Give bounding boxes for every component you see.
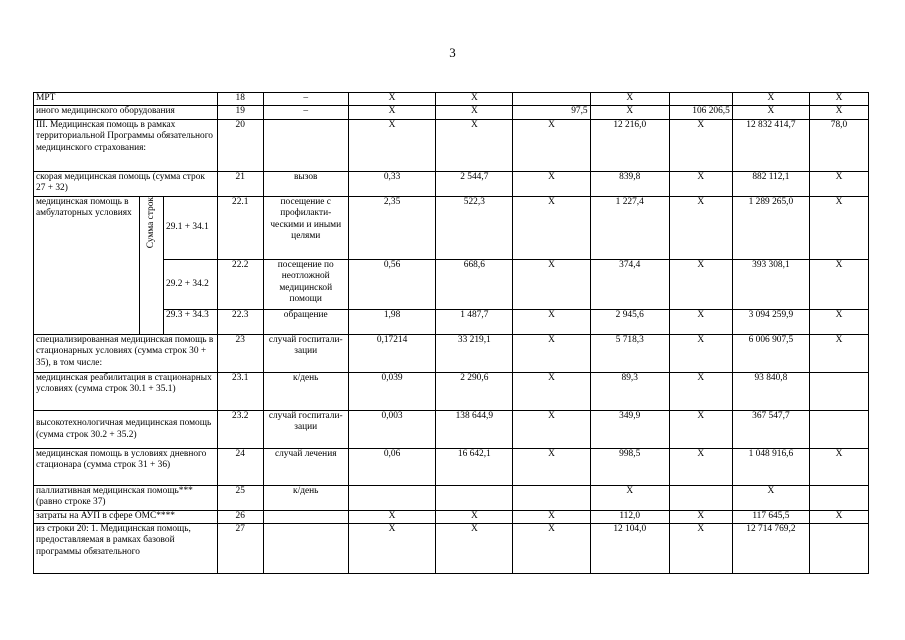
table-row bbox=[34, 411, 869, 449]
row-name: паллиативная медицинская помощь*** (равно строке 37) bbox=[34, 486, 218, 511]
cell-cost-norm: 2 290,6 bbox=[436, 373, 513, 411]
row-number: 20 bbox=[217, 120, 263, 172]
row-number: 21 bbox=[217, 172, 263, 197]
cell-budget-total: X bbox=[669, 449, 732, 486]
row-name: затраты на АУП в сфере ОМС**** bbox=[34, 511, 218, 524]
cell-percent: X bbox=[809, 172, 868, 197]
cell-percent: X bbox=[809, 260, 868, 310]
cell-cost-norm bbox=[436, 486, 513, 511]
row-unit: случай госпитали-зации bbox=[263, 335, 348, 373]
row-sub-sum: 29.1 + 34.1 bbox=[164, 197, 218, 260]
row-unit bbox=[263, 120, 348, 172]
cell-budget-per-capita: X bbox=[513, 524, 590, 574]
row-number: 23.1 bbox=[217, 373, 263, 411]
row-number: 18 bbox=[217, 93, 263, 106]
cell-oms-total: 3 094 259,9 bbox=[732, 310, 809, 335]
table-row bbox=[34, 486, 869, 511]
cell-budget-total: X bbox=[669, 335, 732, 373]
row-number: 22.1 bbox=[217, 197, 263, 260]
cell-cost-norm: 522,3 bbox=[436, 197, 513, 260]
row-unit bbox=[263, 511, 348, 524]
cell-volume-norm: 0,003 bbox=[348, 411, 435, 449]
page-number: 3 bbox=[449, 45, 456, 60]
cell-budget-total bbox=[669, 486, 732, 511]
table-row bbox=[34, 120, 869, 172]
cell-percent: X bbox=[809, 93, 868, 106]
cell-oms-per-capita: X bbox=[590, 106, 669, 120]
cell-budget-total: X bbox=[669, 260, 732, 310]
table-row bbox=[34, 449, 869, 486]
group-label-text: Сумма строк bbox=[145, 197, 156, 249]
row-number: 23 bbox=[217, 335, 263, 373]
cell-percent bbox=[809, 373, 868, 411]
cell-percent bbox=[809, 524, 868, 574]
table-row bbox=[34, 524, 869, 574]
cell-budget-total: X bbox=[669, 373, 732, 411]
cell-cost-norm: 668,6 bbox=[436, 260, 513, 310]
cell-oms-per-capita: 12 104,0 bbox=[590, 524, 669, 574]
cell-cost-norm: X bbox=[436, 511, 513, 524]
row-number: 22.2 bbox=[217, 260, 263, 310]
row-name: специализированная медицинская помощь в стационарных условиях (сумма строк 30 + 35), в том числе: bbox=[34, 335, 218, 373]
cell-oms-per-capita: 839,8 bbox=[590, 172, 669, 197]
cell-volume-norm: X bbox=[348, 93, 435, 106]
cell-percent: X bbox=[809, 106, 868, 120]
cell-oms-total: X bbox=[732, 486, 809, 511]
row-name: медицинская помощь в амбулаторных условиях bbox=[34, 197, 140, 335]
row-unit: к/день bbox=[263, 486, 348, 511]
cell-oms-total: 6 006 907,5 bbox=[732, 335, 809, 373]
cell-oms-per-capita: 12 216,0 bbox=[590, 120, 669, 172]
cell-budget-total: X bbox=[669, 172, 732, 197]
cell-percent: X bbox=[809, 197, 868, 260]
cell-budget-total: X bbox=[669, 524, 732, 574]
cell-percent: X bbox=[809, 310, 868, 335]
cell-oms-total: 367 547,7 bbox=[732, 411, 809, 449]
cell-percent: X bbox=[809, 449, 868, 486]
row-unit bbox=[263, 524, 348, 574]
cell-oms-per-capita: X bbox=[590, 93, 669, 106]
cell-budget-total: X bbox=[669, 197, 732, 260]
cell-volume-norm: 0,56 bbox=[348, 260, 435, 310]
cell-budget-per-capita: X bbox=[513, 120, 590, 172]
cell-cost-norm: 138 644,9 bbox=[436, 411, 513, 449]
row-unit: случай госпитали-зации bbox=[263, 411, 348, 449]
cell-budget-per-capita bbox=[513, 93, 590, 106]
cell-budget-total bbox=[669, 93, 732, 106]
cell-oms-total: X bbox=[732, 106, 809, 120]
row-number: 22.3 bbox=[217, 310, 263, 335]
table-row bbox=[34, 106, 869, 120]
cell-budget-total: 106 206,5 bbox=[669, 106, 732, 120]
cell-budget-per-capita: X bbox=[513, 260, 590, 310]
cell-volume-norm: 0,17214 bbox=[348, 335, 435, 373]
cell-volume-norm: 0,039 bbox=[348, 373, 435, 411]
row-unit: – bbox=[263, 106, 348, 120]
cell-oms-per-capita: 5 718,3 bbox=[590, 335, 669, 373]
row-unit: обращение bbox=[263, 310, 348, 335]
cell-budget-per-capita: X bbox=[513, 511, 590, 524]
cell-cost-norm: 1 487,7 bbox=[436, 310, 513, 335]
row-unit: посещение по неотложной медицинской помощи bbox=[263, 260, 348, 310]
cell-oms-per-capita: 374,4 bbox=[590, 260, 669, 310]
row-name: МРТ bbox=[34, 93, 218, 106]
table-row bbox=[34, 373, 869, 411]
cell-oms-per-capita: 2 945,6 bbox=[590, 310, 669, 335]
table-row bbox=[34, 172, 869, 197]
cell-oms-per-capita: 89,3 bbox=[590, 373, 669, 411]
cell-volume-norm: 0,33 bbox=[348, 172, 435, 197]
cell-percent bbox=[809, 411, 868, 449]
cell-volume-norm: 2,35 bbox=[348, 197, 435, 260]
row-number: 19 bbox=[217, 106, 263, 120]
cell-budget-per-capita: 97,5 bbox=[513, 106, 590, 120]
cell-cost-norm: 2 544,7 bbox=[436, 172, 513, 197]
cell-cost-norm: X bbox=[436, 93, 513, 106]
cell-oms-total: X bbox=[732, 93, 809, 106]
row-unit: посещение с профилакти-ческими и иными целями bbox=[263, 197, 348, 260]
cell-budget-per-capita: X bbox=[513, 373, 590, 411]
cell-volume-norm: X bbox=[348, 120, 435, 172]
row-sub-sum: 29.2 + 34.2 bbox=[164, 260, 218, 310]
row-name: III. Медицинская помощь в рамках территориальной Программы обязательного медицинского страхования: bbox=[34, 120, 218, 172]
cell-volume-norm bbox=[348, 486, 435, 511]
cell-oms-per-capita: 112,0 bbox=[590, 511, 669, 524]
cell-oms-per-capita: 1 227,4 bbox=[590, 197, 669, 260]
cell-volume-norm: 1,98 bbox=[348, 310, 435, 335]
row-name: иного медицинского оборудования bbox=[34, 106, 218, 120]
cell-cost-norm: 16 642,1 bbox=[436, 449, 513, 486]
table-row bbox=[34, 511, 869, 524]
row-unit: к/день bbox=[263, 373, 348, 411]
cell-percent: 78,0 bbox=[809, 120, 868, 172]
cell-percent: X bbox=[809, 511, 868, 524]
table-row bbox=[34, 335, 869, 373]
cell-oms-total: 12 832 414,7 bbox=[732, 120, 809, 172]
table-row bbox=[34, 93, 869, 106]
row-number: 27 bbox=[217, 524, 263, 574]
cell-budget-per-capita: X bbox=[513, 335, 590, 373]
cell-volume-norm: 0,06 bbox=[348, 449, 435, 486]
row-name: скорая медицинская помощь (сумма строк 27 + 32) bbox=[34, 172, 218, 197]
row-number: 24 bbox=[217, 449, 263, 486]
cell-oms-per-capita: 349,9 bbox=[590, 411, 669, 449]
cell-cost-norm: X bbox=[436, 106, 513, 120]
row-name: медицинская реабилитация в стационарных условиях (сумма строк 30.1 + 35.1) bbox=[34, 373, 218, 411]
cell-budget-total: X bbox=[669, 411, 732, 449]
row-number: 25 bbox=[217, 486, 263, 511]
cell-oms-total: 393 308,1 bbox=[732, 260, 809, 310]
cell-budget-per-capita: X bbox=[513, 449, 590, 486]
cell-budget-per-capita bbox=[513, 486, 590, 511]
cell-oms-per-capita: X bbox=[590, 486, 669, 511]
cell-cost-norm: X bbox=[436, 524, 513, 574]
group-label-vertical bbox=[139, 197, 163, 335]
cell-cost-norm: X bbox=[436, 120, 513, 172]
cell-budget-total: X bbox=[669, 120, 732, 172]
row-sub-sum: 29.3 + 34.3 bbox=[164, 310, 218, 335]
cell-budget-total: X bbox=[669, 310, 732, 335]
row-name: медицинская помощь в условиях дневного стационара (сумма строк 31 + 36) bbox=[34, 449, 218, 486]
cell-oms-total: 93 840,8 bbox=[732, 373, 809, 411]
row-number: 26 bbox=[217, 511, 263, 524]
cell-cost-norm: 33 219,1 bbox=[436, 335, 513, 373]
row-number: 23.2 bbox=[217, 411, 263, 449]
cell-volume-norm: X bbox=[348, 106, 435, 120]
financing-table bbox=[33, 92, 869, 574]
table-row bbox=[34, 197, 869, 260]
row-unit: вызов bbox=[263, 172, 348, 197]
row-unit: случай лечения bbox=[263, 449, 348, 486]
cell-oms-total: 1 289 265,0 bbox=[732, 197, 809, 260]
cell-percent bbox=[809, 486, 868, 511]
cell-oms-total: 882 112,1 bbox=[732, 172, 809, 197]
cell-oms-total: 1 048 916,6 bbox=[732, 449, 809, 486]
cell-oms-per-capita: 998,5 bbox=[590, 449, 669, 486]
cell-budget-per-capita: X bbox=[513, 411, 590, 449]
row-unit: – bbox=[263, 93, 348, 106]
row-name: высокотехнологичная медицинская помощь (сумма строк 30.2 + 35.2) bbox=[34, 411, 218, 449]
cell-oms-total: 12 714 769,2 bbox=[732, 524, 809, 574]
cell-volume-norm: X bbox=[348, 524, 435, 574]
cell-volume-norm: X bbox=[348, 511, 435, 524]
cell-oms-total: 117 645,5 bbox=[732, 511, 809, 524]
cell-percent: X bbox=[809, 335, 868, 373]
cell-budget-per-capita: X bbox=[513, 172, 590, 197]
cell-budget-total: X bbox=[669, 511, 732, 524]
cell-budget-per-capita: X bbox=[513, 310, 590, 335]
cell-budget-per-capita: X bbox=[513, 197, 590, 260]
row-name: из строки 20: 1. Медицинская помощь, предоставляемая в рамках базовой программы обязательного bbox=[34, 524, 218, 574]
